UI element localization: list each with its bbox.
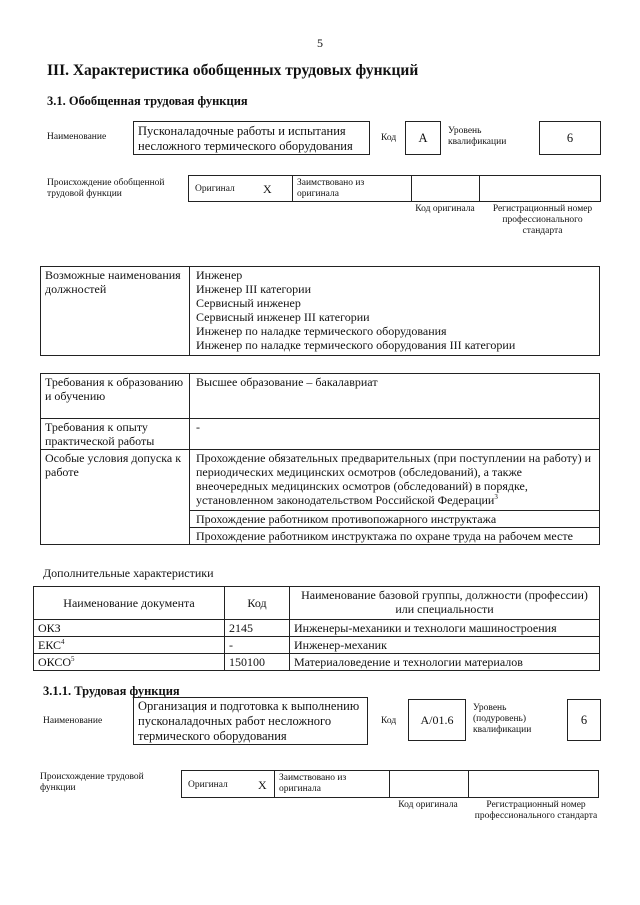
row-doc: [34, 654, 225, 671]
gtf-code-value: А: [405, 121, 441, 155]
table-row: [34, 654, 600, 671]
tf-origin-table: [181, 770, 599, 798]
row-name: Инженеры-механики и технологи машиностроения: [290, 620, 600, 637]
header-code: Код: [225, 587, 290, 620]
tf-code-value: A/01.6: [408, 699, 466, 741]
gtf-code-label: Код: [381, 133, 397, 143]
admission-item-2: Прохождение работником противопожарного инструктажа: [190, 511, 600, 528]
tf-code-label: Код: [381, 716, 397, 726]
row-code: 150100: [225, 654, 290, 671]
row-doc: [34, 637, 225, 654]
experience-value: -: [190, 419, 600, 450]
row-doc-text: ОКЗ: [38, 621, 61, 635]
divider: [479, 176, 480, 201]
divider: [411, 176, 412, 201]
divider: [389, 771, 390, 797]
gtf-original-mark: X: [263, 182, 272, 196]
row-doc-text: ЕКС: [38, 638, 62, 652]
position-item: Инженер по наладке термического оборудования: [196, 324, 447, 338]
row-name: Инженер-механик: [290, 637, 600, 654]
position-item: Сервисный инженер III категории: [196, 310, 370, 324]
subsection-heading-3-1: 3.1. Обобщенная трудовая функция: [47, 94, 248, 108]
row-doc-text: ОКСО: [38, 655, 72, 669]
education-label: Требования к образованию и обучению: [41, 374, 190, 419]
header-name: Наименование базовой группы, должности (профессии) или специальности: [290, 587, 600, 620]
tf-code-original-caption: Код оригинала: [398, 800, 458, 810]
footnote-marker: 4: [61, 638, 65, 646]
gtf-level-label: Уровень квалификации: [448, 126, 507, 147]
divider: [468, 771, 469, 797]
divider: [274, 771, 275, 797]
gtf-name-label: Наименование: [47, 132, 107, 142]
header-doc: Наименование документа: [34, 587, 225, 620]
positions-table: [40, 266, 600, 356]
admission-item-3: Прохождение работником инструктажа по охране труда на рабочем месте: [190, 528, 600, 545]
tf-original-mark: X: [258, 778, 267, 792]
gtf-level-value: 6: [539, 121, 601, 155]
subsection-heading-3-1-1: 3.1.1. Трудовая функция: [43, 684, 180, 698]
row-doc: [34, 620, 225, 637]
row-code: -: [225, 637, 290, 654]
footnote-marker: 5: [71, 655, 75, 663]
position-item: Инженер по наладке термического оборудования III категории: [196, 338, 516, 352]
row-name: Материаловедение и технологии материалов: [290, 654, 600, 671]
positions-label: Возможные наименования должностей: [41, 267, 190, 356]
tf-level-value: 6: [567, 699, 601, 741]
row-code: 2145: [225, 620, 290, 637]
tf-borrowed-label: Заимствовано из оригинала: [279, 773, 347, 794]
position-item: Инженер III категории: [196, 282, 311, 296]
gtf-origin-table: [188, 175, 601, 202]
gtf-original-label: Оригинал: [195, 184, 235, 194]
positions-list: [190, 267, 600, 356]
tf-original-label: Оригинал: [188, 780, 228, 790]
experience-label: Требования к опыту практической работы: [41, 419, 190, 450]
table-row: [34, 620, 600, 637]
additional-table: [33, 586, 600, 671]
gtf-borrowed-label: Заимствовано из оригинала: [297, 178, 365, 199]
gtf-code-original-caption: Код оригинала: [415, 204, 475, 214]
admission-item-1: [190, 450, 600, 511]
education-value: Высшее образование – бакалавриат: [190, 374, 600, 419]
tf-reg-number-caption: Регистрационный номер профессионального стандарта: [474, 800, 598, 821]
footnote-marker: 3: [494, 493, 498, 501]
page-number: 5: [317, 36, 323, 50]
tf-name-value: Организация и подготовка к выполнению пусконаладочных работ несложного термического оборудования: [133, 697, 368, 745]
gtf-origin-label: Происхождение обобщенной трудовой функции: [47, 178, 165, 199]
gtf-name-value: Пусконаладочные работы и испытания несложного термического оборудования: [133, 121, 370, 155]
tf-name-label: Наименование: [43, 716, 103, 726]
requirements-table: [40, 373, 600, 545]
additional-title: Дополнительные характеристики: [43, 566, 214, 580]
divider: [292, 176, 293, 201]
admission-label: Особые условия допуска к работе: [41, 450, 190, 545]
admission-item-1-text: Прохождение обязательных предварительных (при поступлении на работу) и периодических медицинских осмотров (обследований), а также внеочередных медицинских осмотров (обследований) в порядке, установленном законодательством Российской Федерации: [196, 451, 592, 507]
position-item: Сервисный инженер: [196, 296, 301, 310]
table-row: [34, 637, 600, 654]
position-item: Инженер: [196, 268, 243, 282]
tf-level-label: Уровень (подуровень) квалификации: [473, 703, 532, 735]
tf-origin-label: Происхождение трудовой функции: [40, 772, 144, 793]
section-title: III. Характеристика обобщенных трудовых функций: [47, 62, 419, 79]
gtf-reg-number-caption: Регистрационный номер профессионального стандарта: [492, 204, 593, 236]
